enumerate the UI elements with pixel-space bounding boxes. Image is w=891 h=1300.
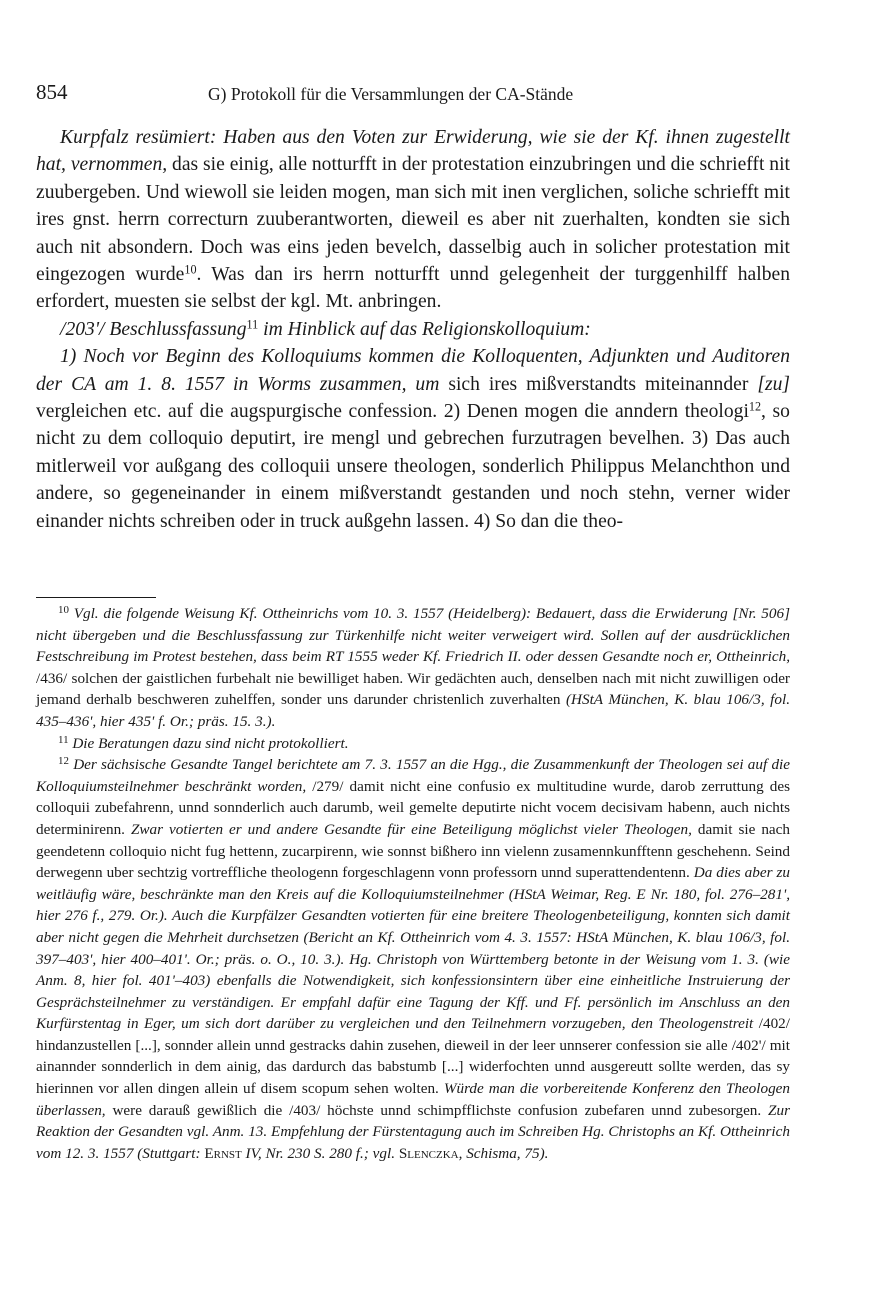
point-3-4-text: , so nicht zu dem colloquio deputirt, ire mengl und gebrechen furzutragen bevelhen. 3) Das auch mitlerweil vor außgang des colloquii unsere theologen, sonderlich Philippus Melanchthon und andere, so gegeneinander in einem mißverstandt gestanden und noch stehn, verner wider einander nichts schreiben oder in truck außgehn lassen. 4) So dan die theo- — [36, 401, 790, 532]
footnote-number: 12 — [58, 755, 69, 768]
point-1-italic: 1) Noch vor Beginn des Kolloquiums kommen die Kolloquenten, Adjunkten und Auditoren der CA am 1. 8. 1557 in Worms zusammen, um — [36, 346, 790, 395]
summary-text-end: . Was dan irs herrn notturfft unnd gelegenheit der turggenhilff halben erfordert, muesten sie selbst der kgl. Mt. anbringen. — [36, 264, 790, 313]
footnote-italic: IV, Nr. 230 S. 280 f.; vgl. — [241, 1144, 399, 1162]
summary-italic: Kurpfalz resümiert: Haben aus den Voten zur Erwiderung, wie sie der Kf. ihnen zugestellt hat, vernommen, — [36, 127, 790, 176]
editorial-insert: [zu] — [757, 373, 790, 395]
footnote-ref-11[interactable]: 11 — [246, 317, 259, 332]
footnote-italic: Würde man die vorbereitende Konferenz den Theologen überlassen, — [36, 1080, 791, 1119]
footnote-ref-10[interactable]: 10 — [184, 262, 197, 277]
resolution-heading-italic: /203'/ Beschlussfassung — [60, 318, 247, 340]
running-head: G) Protokoll für die Versammlungen der CA-Stände — [208, 84, 574, 104]
footnote-10 — [36, 603, 790, 733]
footnote-italic: Da dies aber zu weitläufig wäre, beschränkte man den Kreis auf die Kolloquiumsteilnehmer (HStA Weimar, Reg. E Nr. 180, fol. 276–281', hier 276 f., 279. Or.). Auch die Kurpfälzer Gesandten votierten für eine breitere Theologenbeteiligung, konnten sich damit aber nicht gegen die Mehrheit durchsetzen (Bericht an Kf. Ottheinrich vom 4. 3. 1557: HStA München, K. blau 106/3, fol. 397–403', hier 400–401'. Or.; präs. o. O., 10. 3.). Hg. Christoph von Württemberg betonte in der Weisung vom 1. 3. (wie Anm. 8, hier fol. 401'–403) ebenfalls die Notwendigkeit, sich konfessionsintern über eine einheitliche Instruierung der Gesprächsteilnehmer zu verständigen. Er empfahl dafür eine Tagung der Kff. und Ff. persönlich im Anschluss an den Kurfürstentag in Eger, um sich dort darüber zu vergleichen und den Teilnehmern vorzugeben, den Theologenstreit — [36, 864, 790, 1033]
footnote-separator — [36, 597, 156, 598]
point-2-text: vergleichen etc. auf die augspurgische confession. 2) Denen mogen die anndern theologi — [36, 401, 749, 423]
footnote-number: 11 — [58, 733, 69, 746]
page-header — [36, 78, 790, 108]
footnote-italic: Der sächsische Gesandte Tangel berichtete am 7. 3. 1557 an die Hgg., die Zusammenkunft der Theologen sei auf die Kolloquiumsteilnehmer beschränkt worden, — [36, 756, 791, 795]
footnotes — [36, 603, 790, 1164]
footnote-quote: /402/ hindanzustellen [...], sonnder allein unnd gestracks dahin zusehen, dieweil in der leer unnserer confession sie alle /402'/ mit ainannder sonnderlich in dem ainig, das dardurch das babstumb [...] widerfochten unnd ausgereutt sollte werden, das sy hierinnen vor allen dingen allein uf disem scopum sehen wolten. — [36, 1015, 790, 1098]
footnote-12 — [36, 754, 790, 1164]
main-text — [36, 124, 790, 535]
author-small-caps: Slenczka — [398, 1144, 459, 1162]
footnote-italic: , Schisma, 75). — [458, 1144, 549, 1162]
point-1-text: sich ires mißverstandts miteinannder — [439, 373, 758, 395]
resolution-heading-italic-end: im Hinblick auf das Religionskolloquium: — [258, 318, 591, 340]
footnote-source: (HStA München, K. blau 106/3, fol. 435–436', hier 435' f. Or.; präs. 15. 3.). — [36, 691, 791, 730]
paragraph-resolution-points — [36, 343, 790, 535]
footnote-italic: Zwar votierten er und andere Gesandte für eine Beteiligung möglichst vieler Theologen, — [130, 820, 692, 838]
footnote-quote: /279/ damit nicht eine confusio ex multitudine wurde, darob zerruttung des colloquii zubefahrenn, unnd sonnderlich auch darumb, weil gemelte deputirte nicht vocem decisivam habenn, auch nichts determinirenn. — [36, 777, 790, 838]
footnote-quote: damit sie nach geendetenn colloquio nicht fug hettenn, zucarpirenn, wie sonnst bißhero inn vielenn zusamennkunfftenn geschehenn. Seind derwegenn uber sechtzig vortreffliche theologenn forgeschlagenn vonn professorn unnd superattendentenn. — [36, 820, 790, 882]
paragraph-summary — [36, 124, 790, 316]
footnote-italic: Vgl. die folgende Weisung Kf. Ottheinrichs vom 10. 3. 1557 (Heidelberg): Bedauert, dass die Erwiderung [Nr. 506] nicht übergeben und die Beschlussfassung zur Türkenhilfe nicht weiter verweigert wird. Sollen auf der ausdrücklichen Festschreibung im Protest bestehen, dass beim RT 1555 weder Kf. Friedrich II. oder dessen Gesandte noch er, Ottheinrich, — [36, 605, 790, 666]
footnote-italic: Zur Reaktion der Gesandten vgl. Anm. 13. Empfehlung der Fürstentagung auch im Schreiben Hg. Christophs an Kf. Ottheinrich vom 12. 3. 1557 (Stuttgart: — [36, 1101, 790, 1162]
footnote-number: 10 — [58, 604, 69, 617]
footnote-ref-12[interactable]: 12 — [748, 399, 762, 414]
footnote-quote: were darauß gewißlich die /403/ höchste unnd schimpfflichste confusion zubefaren unnd zubesorgen. — [105, 1101, 769, 1119]
author-small-caps: Ernst — [204, 1144, 242, 1162]
page-number: 854 — [36, 80, 68, 104]
summary-text: das sie einig, alle notturfft in der protestation einzubringen und die schriefft nit zuubergeben. Und wiewoll sie leiden mogen, man sich mit inen verglichen, soliche schriefft mit ires gnst. herrn correcturn zuuberantworten, dieweil es aber nit zuerhalten, kondten sie sich auch nit absondern. Doch was eins jeden bevelch, dasselbig auch in solicher protestation mit eingezogen wurde — [36, 154, 790, 286]
footnote-quote: /436/ solchen der gaistlichen furbehalt nie bewilliget haben. Wir gedächten auch, denselben nach mit nicht zuwilligen oder jemand derhalb beschweren zuhelffen, sonder uns darunder christenlich zuverhalten — [36, 669, 790, 709]
footnote-11 — [36, 733, 790, 755]
footnote-italic: Die Beratungen dazu sind nicht protokolliert. — [72, 734, 349, 752]
paragraph-resolution-heading — [36, 316, 790, 343]
